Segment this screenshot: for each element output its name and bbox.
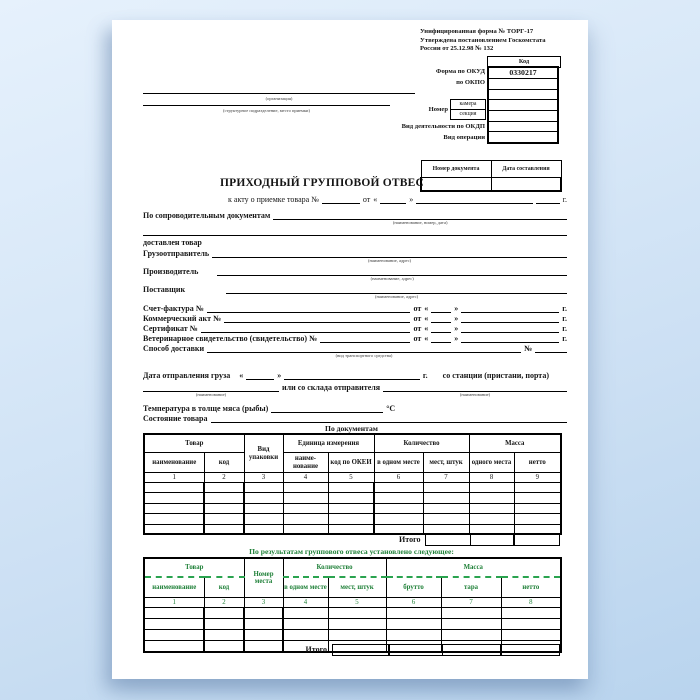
t1-group-tovar: Товар <box>144 434 244 453</box>
empty-cell <box>204 630 244 641</box>
continuation-line <box>143 235 567 236</box>
document-page <box>112 20 588 679</box>
supplier-label: Поставщик <box>143 285 186 294</box>
empty-cell <box>244 483 283 493</box>
year-label: г. <box>562 304 567 313</box>
quote-close: » <box>454 304 459 313</box>
empty-cell <box>244 608 283 619</box>
empty-cell <box>423 514 469 524</box>
blank-underline <box>224 313 410 323</box>
t2-sub-name: наименование <box>144 577 204 598</box>
ot-label: от <box>413 324 422 333</box>
empty-cell <box>204 493 244 503</box>
empty-cell <box>204 483 244 493</box>
empty-cell <box>514 514 561 524</box>
vet-certificate-label: Ветеринарное свидетельство (свидетельство) № <box>143 334 318 343</box>
empty-cell <box>501 630 561 641</box>
producer-caption: (наименование, адрес) <box>370 276 414 281</box>
code-column-header: Код <box>487 56 561 68</box>
t2-colnum: 6 <box>386 598 441 608</box>
t1-sub-name: наименование <box>144 453 204 473</box>
act-ot: от <box>362 195 371 204</box>
t1-group-mass: Масса <box>469 434 561 453</box>
kamera-code-cell <box>489 100 557 111</box>
empty-cell <box>328 493 374 503</box>
t1-colnum: 4 <box>283 473 328 483</box>
blank-underline <box>211 413 568 423</box>
empty-cell <box>469 503 514 513</box>
empty-cell <box>144 619 204 630</box>
empty-cell <box>283 503 328 513</box>
empty-cell <box>328 483 374 493</box>
nomer-label: Номер <box>428 106 448 113</box>
blank-underline <box>201 323 411 333</box>
empty-cell <box>374 514 423 524</box>
total-cell <box>470 533 515 546</box>
empty-cell <box>328 630 386 641</box>
t2-colnum: 2 <box>204 598 244 608</box>
blank-underline <box>320 333 410 343</box>
empty-cell <box>514 503 561 513</box>
blank-underline <box>207 343 521 358</box>
form-title: ПРИХОДНЫЙ ГРУППОВОЙ ОТВЕС <box>219 177 424 189</box>
t2-sub-net: нетто <box>501 577 561 598</box>
table1-title: По документам <box>325 424 378 433</box>
blank-underline <box>431 313 451 323</box>
quote-open: « <box>424 334 429 343</box>
code-values-box <box>487 66 559 144</box>
t1-colnum: 6 <box>374 473 423 483</box>
t2-group-tovar: Товар <box>144 558 244 577</box>
empty-cell <box>144 630 204 641</box>
dispatch-date-row <box>143 370 567 380</box>
quote-close: » <box>409 195 414 204</box>
stamp-line: Унифицированная форма № ТОРГ-17 <box>420 28 534 35</box>
table2-total-label: Итого <box>305 645 327 654</box>
empty-cell <box>144 493 204 503</box>
blank-underline <box>246 370 274 380</box>
empty-code-cell <box>489 90 557 101</box>
operation-label: Вид операции <box>443 134 485 141</box>
quote-open: « <box>424 314 429 323</box>
empty-cell <box>244 493 283 503</box>
t2-colnum: 8 <box>501 598 561 608</box>
ot-label: от <box>413 334 422 343</box>
or-warehouse-label: или со склада отправителя <box>282 383 381 392</box>
blank-underline <box>217 266 567 281</box>
delivery-method-label: Способ доставки <box>143 344 205 353</box>
empty-cell <box>423 503 469 513</box>
ot-label: от <box>413 304 422 313</box>
doc-date-cell <box>491 178 561 192</box>
number-sign-label: № <box>523 344 532 353</box>
okud-code-value: 0330217 <box>489 68 557 79</box>
operation-code-cell <box>489 132 557 142</box>
empty-cell <box>283 483 328 493</box>
stamp-line: России от 25.12.98 № 132 <box>420 45 494 53</box>
t2-group-quantity: Количество <box>283 558 386 577</box>
delivery-method-caption: (вид транспортного средства) <box>335 353 393 358</box>
accompanying-docs-row <box>143 210 567 225</box>
blank-underline <box>431 333 451 343</box>
stamp-line: Утверждена постановлением Госкомстата <box>420 36 546 44</box>
blank-underline <box>431 323 451 333</box>
shipper-caption: (наименование, адрес) <box>368 258 412 263</box>
empty-cell <box>423 493 469 503</box>
organization-caption: (организация) <box>265 96 293 101</box>
t1-sub-unit-name: наиме-нование <box>283 453 328 473</box>
year-label: г. <box>562 334 567 343</box>
empty-cell <box>469 493 514 503</box>
table2-title: По результатам группового отвеса установлено следующее: <box>249 547 454 556</box>
blank-underline <box>322 194 360 204</box>
empty-cell <box>204 524 244 534</box>
blank-underline <box>226 284 567 299</box>
empty-cell <box>144 524 204 534</box>
blank-underline <box>461 323 559 333</box>
t1-sub-places: мест, штук <box>423 453 469 473</box>
quote-open: « <box>424 324 429 333</box>
empty-cell <box>283 514 328 524</box>
supplier-row <box>143 284 567 299</box>
t2-colnum: 1 <box>144 598 204 608</box>
doc-date-header: Дата составления <box>491 161 561 178</box>
blank-underline <box>416 194 532 204</box>
table-row <box>144 619 561 630</box>
okdp-code-cell <box>489 122 557 133</box>
invoice-label: Счет-фактура № <box>143 304 204 313</box>
empty-cell <box>204 514 244 524</box>
dispatch-label: Дата отправления груза <box>143 371 231 380</box>
blank-underline <box>431 303 451 313</box>
warehouse-name-caption: (наименование) <box>459 392 491 397</box>
t1-colnum: 5 <box>328 473 374 483</box>
t2-group-place-number: Номер места <box>244 558 283 598</box>
blank-underline <box>461 303 559 313</box>
t1-colnum: 7 <box>423 473 469 483</box>
empty-cell <box>204 608 244 619</box>
producer-label: Производитель <box>143 267 199 276</box>
blank-underline <box>535 343 567 353</box>
commercial-act-label: Коммерческий акт № <box>143 314 222 323</box>
subdivision-line <box>143 105 390 106</box>
quote-close: » <box>277 371 282 380</box>
t1-group-packaging: Вид упаковки <box>244 434 283 473</box>
t1-colnum: 2 <box>204 473 244 483</box>
blank-underline <box>284 370 420 380</box>
blank-underline <box>273 210 567 225</box>
quote-open: « <box>424 304 429 313</box>
quote-open: « <box>239 371 244 380</box>
empty-cell <box>469 514 514 524</box>
blank-underline <box>461 333 559 343</box>
total-cell <box>442 644 502 656</box>
certificate-label: Сертификат № <box>143 324 198 333</box>
producer-row <box>143 266 567 281</box>
table-row <box>144 630 561 641</box>
empty-cell <box>374 483 423 493</box>
total-cell <box>513 533 560 546</box>
shipper-row <box>143 248 567 263</box>
t2-colnum: 3 <box>244 598 283 608</box>
okud-label: Форма по ОКУД <box>435 68 485 75</box>
empty-cell <box>204 503 244 513</box>
table2-total-row <box>252 644 560 656</box>
kamera-label-cell: камера <box>450 99 486 110</box>
empty-cell <box>283 493 328 503</box>
empty-cell <box>386 630 441 641</box>
empty-cell <box>204 619 244 630</box>
t1-colnum: 3 <box>244 473 283 483</box>
empty-cell <box>441 608 501 619</box>
empty-cell <box>244 619 283 630</box>
doc-number-header: Номер документа <box>421 161 491 178</box>
t1-sub-net: нетто <box>514 453 561 473</box>
form-approval-stamp <box>420 28 546 54</box>
empty-cell <box>144 503 204 513</box>
t2-colnum: 4 <box>283 598 328 608</box>
t1-sub-okei: код по ОКЕИ <box>328 453 374 473</box>
year-label: г. <box>422 371 428 380</box>
table1-total-row <box>312 533 560 546</box>
quote-open: « <box>373 195 378 204</box>
accompanying-label: По сопроводительным документам <box>143 211 271 220</box>
t1-sub-one-place: одного места <box>469 453 514 473</box>
t2-group-mass: Масса <box>386 558 561 577</box>
empty-cell <box>374 503 423 513</box>
t2-colnum: 7 <box>441 598 501 608</box>
shipper-label: Грузоотправитель <box>143 249 210 258</box>
total-cell <box>500 644 560 656</box>
by-documents-table <box>143 433 560 535</box>
total-cell <box>388 644 443 656</box>
total-cell <box>332 644 390 656</box>
empty-cell <box>514 483 561 493</box>
subdivision-caption: (структурное подразделение, место приемки) <box>223 108 310 113</box>
organization-line <box>143 93 415 94</box>
empty-cell <box>328 608 386 619</box>
year-label: г. <box>562 314 567 323</box>
quote-close: » <box>454 334 459 343</box>
okdp-label: Вид деятельности по ОКДП <box>401 123 485 130</box>
year-label: г. <box>562 324 567 333</box>
table1-total-label: Итого <box>399 535 421 544</box>
empty-cell <box>441 619 501 630</box>
empty-cell <box>244 524 283 534</box>
empty-cell <box>386 619 441 630</box>
temperature-row <box>143 403 443 413</box>
delivered-label: доставлен товар <box>143 238 202 247</box>
empty-cell <box>328 514 374 524</box>
table-row <box>144 608 561 619</box>
sekcia-label-cell: секция <box>450 109 486 120</box>
table-row <box>144 514 561 524</box>
t2-colnum: 5 <box>328 598 386 608</box>
t1-sub-code: код <box>204 453 244 473</box>
t2-sub-per-place: в одном месте <box>283 577 328 598</box>
act-label: к акту о приемке товара № <box>228 195 319 204</box>
okpo-label: по ОКПО <box>456 79 485 86</box>
table-row <box>144 503 561 513</box>
empty-cell <box>144 641 204 652</box>
empty-cell <box>144 483 204 493</box>
empty-cell <box>244 514 283 524</box>
total-cell <box>425 533 471 546</box>
sekcia-code-cell <box>489 111 557 122</box>
commercial-act-row <box>143 313 567 323</box>
t1-group-quantity: Количество <box>374 434 469 453</box>
empty-cell <box>328 619 386 630</box>
t2-sub-gross: брутто <box>386 577 441 598</box>
empty-cell <box>144 608 204 619</box>
okpo-code-cell <box>489 79 557 90</box>
empty-cell <box>328 503 374 513</box>
empty-cell <box>441 630 501 641</box>
empty-cell <box>283 608 328 619</box>
empty-cell <box>514 493 561 503</box>
t2-sub-code: код <box>204 577 244 598</box>
certificate-row <box>143 323 567 333</box>
empty-cell <box>283 630 328 641</box>
blank-underline <box>380 194 406 204</box>
empty-cell <box>501 608 561 619</box>
year-label: г. <box>562 195 567 204</box>
vet-certificate-row <box>143 333 567 343</box>
quote-close: » <box>454 314 459 323</box>
table-row <box>144 493 561 503</box>
empty-cell <box>244 503 283 513</box>
empty-cell <box>144 514 204 524</box>
condition-label: Состояние товара <box>143 414 208 423</box>
station-label: со станции (пристани, порта) <box>442 371 549 380</box>
ot-label: от <box>413 314 422 323</box>
empty-cell <box>244 630 283 641</box>
empty-cell <box>374 493 423 503</box>
table-row <box>144 483 561 493</box>
t1-colnum: 9 <box>514 473 561 483</box>
blank-underline <box>271 403 383 413</box>
empty-cell <box>501 619 561 630</box>
t1-colnum: 1 <box>144 473 204 483</box>
t2-sub-places: мест, штук <box>328 577 386 598</box>
temperature-label: Температура в толще мяса (рыбы) <box>143 404 269 413</box>
empty-cell <box>469 483 514 493</box>
empty-cell <box>283 619 328 630</box>
blank-underline <box>383 382 567 397</box>
t1-sub-per-place: в одном месте <box>374 453 423 473</box>
t1-group-unit: Единица измерения <box>283 434 374 453</box>
empty-cell <box>423 483 469 493</box>
act-reference-line <box>228 194 567 204</box>
temperature-unit: °С <box>386 404 396 413</box>
station-name-caption: (наименование) <box>195 392 227 397</box>
t2-sub-tare: тара <box>441 577 501 598</box>
blank-underline <box>536 194 560 204</box>
accompanying-caption: (наименование, номер, дата) <box>392 220 448 225</box>
group-weighing-results-table <box>143 557 560 653</box>
blank-underline <box>212 248 567 263</box>
blank-underline <box>207 303 411 313</box>
dispatch-warehouse-row <box>143 382 567 397</box>
blank-underline <box>143 382 279 397</box>
empty-cell <box>386 608 441 619</box>
supplier-caption: (наименование, адрес) <box>375 294 419 299</box>
invoice-row <box>143 303 567 313</box>
empty-cell <box>204 641 244 652</box>
t1-colnum: 8 <box>469 473 514 483</box>
quote-close: » <box>454 324 459 333</box>
delivery-method-row <box>143 343 567 358</box>
blank-underline <box>461 313 559 323</box>
condition-row <box>143 413 567 423</box>
